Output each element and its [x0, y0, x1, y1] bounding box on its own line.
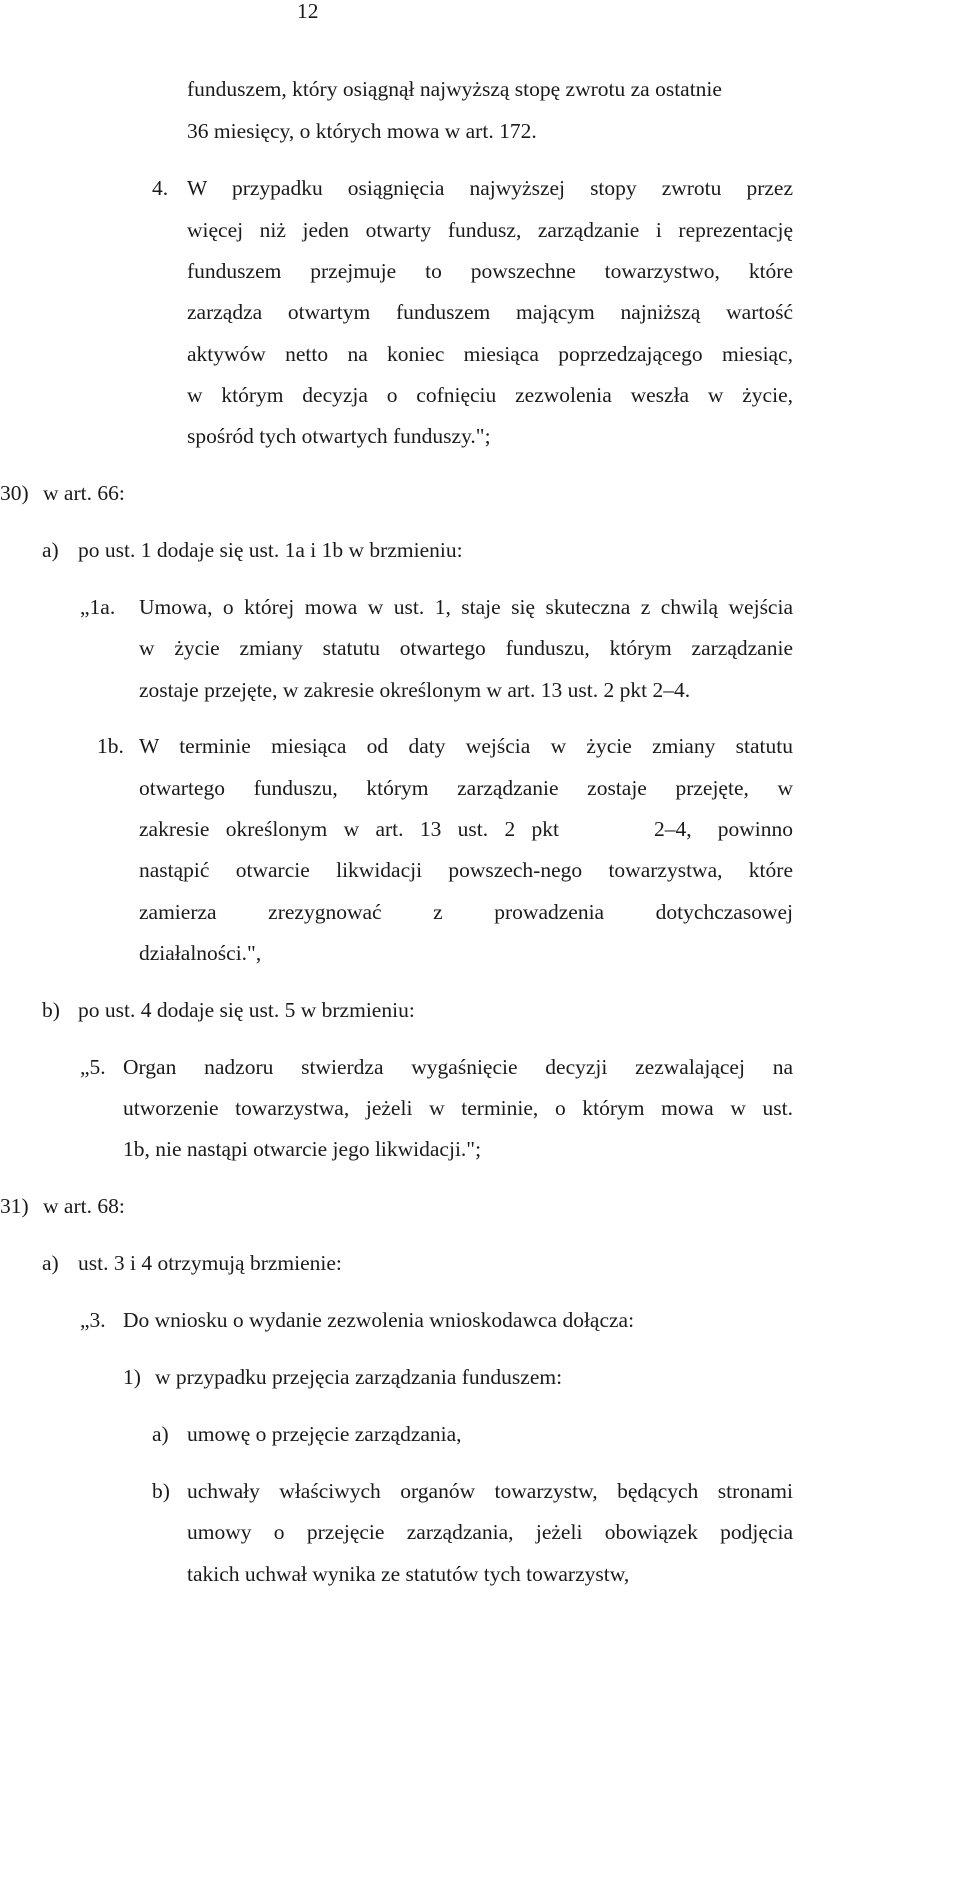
letter-text: umowę o przejęcie zarządzania, — [187, 1422, 462, 1446]
page-number: 12 — [297, 0, 319, 23]
text-line: uchwały właściwych organów towarzystw, będących stronami — [187, 1479, 793, 1503]
point-text: w przypadku przejęcia zarządzania funduszem: — [155, 1365, 563, 1389]
text-line: umowy o przejęcie zarządzania, jeżeli obowiązek podjęcia — [187, 1520, 793, 1544]
item-number: 30) — [0, 481, 29, 505]
text-line: aktywów netto na koniec miesiąca poprzedzającego miesiąc, — [187, 342, 793, 366]
letter-marker: b) — [42, 998, 60, 1022]
text-line: W terminie miesiąca od daty wejścia w życie zmiany statutu — [139, 734, 793, 758]
item-text: w art. 66: — [43, 481, 125, 505]
paragraph-text: Do wniosku o wydanie zezwolenia wnioskodawca dołącza: — [123, 1308, 635, 1332]
item-number: 31) — [0, 1194, 29, 1218]
letter-text: po ust. 1 dodaje się ust. 1a i 1b w brzmieniu: — [78, 538, 463, 562]
text-line: takich uchwał wynika ze statutów tych towarzystw, — [187, 1562, 630, 1586]
letter-text: ust. 3 i 4 otrzymują brzmienie: — [78, 1251, 342, 1275]
text-line: działalności.", — [139, 941, 262, 965]
text-line: zakresie określonym w art. 13 ust. 2 pkt — [139, 817, 559, 841]
letter-marker: b) — [152, 1479, 170, 1503]
letter-marker: a) — [152, 1422, 169, 1446]
text-line: nastąpić otwarcie likwidacji powszech-nego towarzystwa, które — [139, 858, 793, 882]
paragraph-number: „5. — [80, 1055, 106, 1079]
paragraph-number: „1a. — [80, 595, 116, 619]
paragraph-number: „3. — [80, 1308, 106, 1332]
text-line: 1b, nie nastąpi otwarcie jego likwidacji."; — [123, 1137, 482, 1161]
letter-marker: a) — [42, 538, 59, 562]
paragraph-number: 1b. — [97, 734, 124, 758]
text-line: w którym decyzja o cofnięciu zezwolenia weszła w życie, — [187, 383, 793, 407]
text-line: W przypadku osiągnięcia najwyższej stopy zwrotu przez — [187, 176, 793, 200]
text-span: funduszem, który osiągnął najwyższą stopę zwrotu za ostatnie — [187, 77, 722, 101]
paragraph-number: 4. — [152, 176, 169, 200]
text-line: zarządza otwartym funduszem mającym najniższą wartość — [187, 300, 793, 324]
text-line — [187, 76, 793, 102]
text-line: więcej niż jeden otwarty fundusz, zarządzanie i reprezentację — [187, 218, 793, 242]
text-line: 36 miesięcy, o których mowa w art. 172. — [187, 119, 537, 143]
letter-text: po ust. 4 dodaje się ust. 5 w brzmieniu: — [78, 998, 415, 1022]
text-line: Organ nadzoru stwierdza wygaśnięcie decyzji zezwalającej na — [123, 1055, 793, 1079]
text-line: utworzenie towarzystwa, jeżeli w terminie, o którym mowa w ust. — [123, 1096, 793, 1120]
text-line: otwartego funduszu, którym zarządzanie zostaje przejęte, w — [139, 776, 793, 800]
item-text: w art. 68: — [43, 1194, 125, 1218]
text-line: Umowa, o której mowa w ust. 1, staje się skuteczna z chwilą wejścia — [139, 595, 793, 619]
letter-marker: a) — [42, 1251, 59, 1275]
text-line: w życie zmiany statutu otwartego funduszu, którym zarządzanie — [139, 636, 793, 660]
text-line: funduszem przejmuje to powszechne towarzystwo, które — [187, 259, 793, 283]
text-line: zamierza zrezygnować z prowadzenia dotychczasowej — [139, 900, 793, 924]
text-line: spośród tych otwartych funduszy."; — [187, 424, 491, 448]
text-line: 2–4, powinno — [654, 817, 793, 841]
text-line: zostaje przejęte, w zakresie określonym w art. 13 ust. 2 pkt 2–4. — [139, 678, 691, 702]
point-number: 1) — [123, 1365, 141, 1389]
